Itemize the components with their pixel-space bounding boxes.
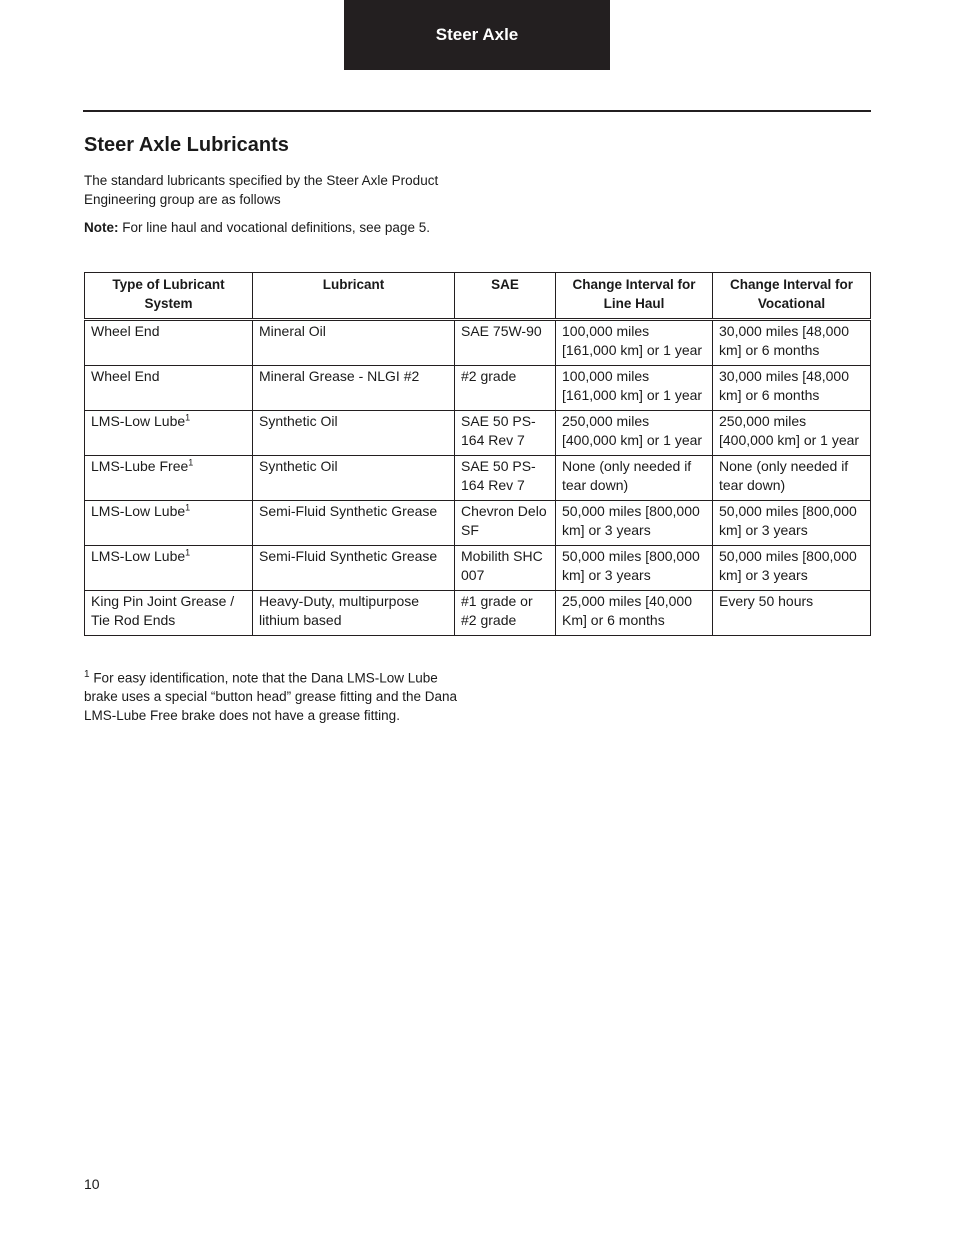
cell-sae-text: SAE 50 PS-164 Rev 7: [461, 413, 536, 448]
cell-interval-line-haul-text: 50,000 miles [800,000 km] or 3 years: [562, 548, 700, 583]
table-row: [85, 411, 871, 456]
cell-lubricant-text: Semi-Fluid Synthetic Grease: [259, 548, 438, 564]
cell-lubricant-text: Synthetic Oil: [259, 458, 338, 474]
cell-lubricant: [253, 591, 455, 636]
section-tab: [344, 0, 610, 70]
cell-lubricant: [253, 456, 455, 501]
cell-interval-vocational-text: 50,000 miles [800,000 km] or 3 years: [719, 548, 857, 583]
cell-interval-vocational: [713, 411, 871, 456]
header-sae: SAE: [455, 273, 556, 320]
cell-lubricant-text: Semi-Fluid Synthetic Grease: [259, 503, 438, 519]
header-interval-line-haul: Change Interval for Line Haul: [556, 273, 713, 320]
header-lubricant-system: Type of Lubricant System: [85, 273, 253, 320]
cell-interval-line-haul-text: None (only needed if tear down): [562, 458, 692, 493]
cell-interval-line-haul-text: 100,000 miles [161,000 km] or 1 year: [562, 323, 703, 358]
table-row: [85, 546, 871, 591]
cell-interval-vocational: [713, 591, 871, 636]
cell-interval-vocational-text: 50,000 miles [800,000 km] or 3 years: [719, 503, 857, 538]
cell-lubricant-system-text: LMS-Low Lube: [91, 503, 186, 519]
cell-interval-line-haul: [556, 366, 713, 411]
note-paragraph: [84, 220, 584, 235]
cell-sae: [455, 366, 556, 411]
cell-lubricant-system-text: Wheel End: [91, 368, 160, 384]
note-label: Note:: [84, 220, 119, 235]
intro-paragraph: The standard lubricants specified by the Steer Axle Product Engineering group are as follows: [84, 173, 439, 207]
table-header-row: [85, 273, 871, 320]
cell-lubricant-system: [85, 366, 253, 411]
header-lubricant: Lubricant: [253, 273, 455, 320]
cell-interval-vocational-text: Every 50 hours: [719, 593, 814, 609]
table-row: [85, 591, 871, 636]
cell-lubricant-system: [85, 411, 253, 456]
footnote-reference: 1: [185, 502, 191, 513]
footnote-reference: 1: [185, 547, 191, 558]
cell-sae: [455, 411, 556, 456]
cell-interval-vocational: [713, 456, 871, 501]
footnote-marker: 1: [84, 669, 90, 680]
cell-interval-line-haul: [556, 411, 713, 456]
cell-interval-vocational: [713, 320, 871, 366]
cell-interval-line-haul-text: 250,000 miles [400,000 km] or 1 year: [562, 413, 703, 448]
cell-sae: [455, 501, 556, 546]
cell-lubricant-system-text: LMS-Low Lube: [91, 548, 186, 564]
cell-interval-vocational: [713, 366, 871, 411]
table-row: [85, 366, 871, 411]
cell-lubricant: [253, 320, 455, 366]
cell-lubricant-text: Mineral Oil: [259, 323, 326, 339]
section-tab-label: Steer Axle: [435, 25, 519, 44]
table-row: [85, 456, 871, 501]
cell-interval-vocational: [713, 501, 871, 546]
cell-lubricant-system: [85, 546, 253, 591]
cell-lubricant-system-text: Wheel End: [91, 323, 160, 339]
cell-interval-vocational-text: 250,000 miles [400,000 km] or 1 year: [719, 413, 860, 448]
cell-sae-text: Chevron Delo SF: [461, 503, 547, 538]
cell-lubricant-system-text: LMS-Lube Free: [91, 458, 189, 474]
cell-sae: [455, 546, 556, 591]
header-interval-vocational: Change Interval for Vocational: [713, 273, 871, 320]
cell-interval-line-haul: [556, 320, 713, 366]
table-row: [85, 501, 871, 546]
cell-lubricant-text: Synthetic Oil: [259, 413, 338, 429]
cell-interval-line-haul: [556, 501, 713, 546]
cell-lubricant: [253, 501, 455, 546]
cell-interval-vocational-text: None (only needed if tear down): [719, 458, 849, 493]
cell-interval-line-haul: [556, 456, 713, 501]
cell-sae: [455, 320, 556, 366]
cell-interval-line-haul: [556, 546, 713, 591]
footnote-text: For easy identification, note that the Dana LMS-Low Lube brake uses a special “button head” grease fitting and the Dana LMS-Lube Free brake does not have a grease fitting.: [84, 670, 457, 723]
cell-interval-line-haul-text: 50,000 miles [800,000 km] or 3 years: [562, 503, 700, 538]
cell-sae-text: Mobilith SHC 007: [461, 548, 543, 583]
cell-lubricant-system: [85, 501, 253, 546]
cell-lubricant: [253, 411, 455, 456]
cell-lubricant-system-text: King Pin Joint Grease / Tie Rod Ends: [91, 593, 235, 628]
table-row: [85, 320, 871, 366]
footnote: [84, 666, 464, 725]
cell-sae-text: #2 grade: [461, 368, 517, 384]
footnote-reference: 1: [188, 457, 194, 468]
cell-lubricant-text: Mineral Grease - NLGI #2: [259, 368, 420, 384]
cell-interval-vocational: [713, 546, 871, 591]
cell-interval-vocational-text: 30,000 miles [48,000 km] or 6 months: [719, 323, 849, 358]
cell-lubricant-system: [85, 320, 253, 366]
page-number: 10: [84, 1176, 100, 1192]
cell-interval-vocational-text: 30,000 miles [48,000 km] or 6 months: [719, 368, 849, 403]
cell-lubricant-system-text: LMS-Low Lube: [91, 413, 186, 429]
page-title: Steer Axle Lubricants: [84, 134, 289, 156]
cell-interval-line-haul-text: 100,000 miles [161,000 km] or 1 year: [562, 368, 703, 403]
cell-lubricant-text: Heavy-Duty, multipurpose lithium based: [259, 593, 420, 628]
cell-sae-text: SAE 50 PS-164 Rev 7: [461, 458, 536, 493]
cell-sae: [455, 591, 556, 636]
note-text: For line haul and vocational definitions, see page 5.: [118, 220, 430, 235]
cell-lubricant-system: [85, 456, 253, 501]
cell-sae-text: SAE 75W-90: [461, 323, 542, 339]
cell-sae-text: #1 grade or #2 grade: [461, 593, 533, 628]
cell-interval-line-haul: [556, 591, 713, 636]
cell-interval-line-haul-text: 25,000 miles [40,000 Km] or 6 months: [562, 593, 692, 628]
header-rule: [83, 110, 871, 112]
cell-sae: [455, 456, 556, 501]
cell-lubricant: [253, 366, 455, 411]
footnote-reference: 1: [185, 412, 191, 423]
cell-lubricant-system: [85, 591, 253, 636]
cell-lubricant: [253, 546, 455, 591]
lubricant-table: [84, 272, 871, 636]
